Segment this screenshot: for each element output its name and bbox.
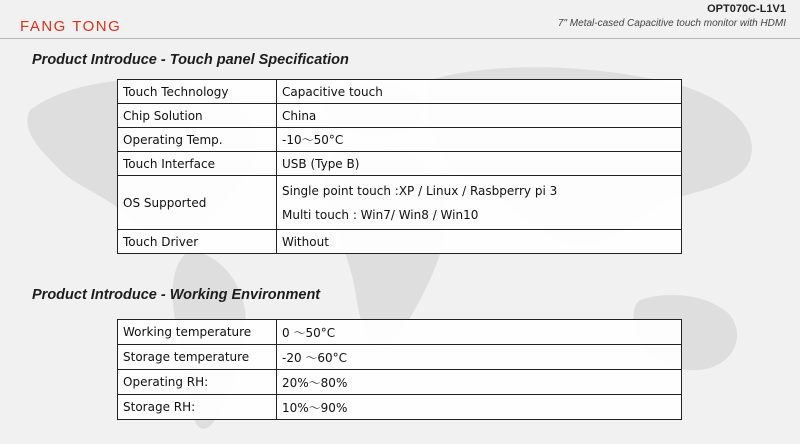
table-row (118, 370, 682, 395)
spec-value: -20 ～60°C (277, 345, 682, 370)
table-row (118, 345, 682, 370)
spec-value: China (277, 104, 682, 128)
table-row (118, 80, 682, 104)
table-row (118, 230, 682, 254)
table-row (118, 320, 682, 345)
spec-value: 10%～90% (277, 395, 682, 420)
touch-spec-table (117, 79, 682, 254)
spec-value: Capacitive touch (277, 80, 682, 104)
brand-logo: FANG TONG (20, 18, 122, 35)
spec-key: Operating Temp. (118, 128, 277, 152)
table-row (118, 152, 682, 176)
spec-key: Touch Driver (118, 230, 277, 254)
spec-key: Operating RH: (118, 370, 277, 395)
table-row (118, 128, 682, 152)
table-row (118, 176, 682, 230)
header-divider (0, 38, 800, 39)
spec-key: Working temperature (118, 320, 277, 345)
os-single-touch: Single point touch :XP / Linux / Rasbperry pi 3 (282, 183, 558, 198)
spec-value: -10～50°C (277, 128, 682, 152)
table-row (118, 104, 682, 128)
spec-key: Storage temperature (118, 345, 277, 370)
spec-key: Touch Technology (118, 80, 277, 104)
touch-section-title: Product Introduce - Touch panel Specification (32, 52, 349, 68)
spec-value (277, 176, 682, 230)
spec-key: Storage RH: (118, 395, 277, 420)
spec-value: Without (277, 230, 682, 254)
spec-value: 0 ～50°C (277, 320, 682, 345)
environment-table (117, 319, 682, 420)
product-subtitle: 7" Metal-cased Capacitive touch monitor with HDMI (557, 18, 786, 29)
spec-key: Chip Solution (118, 104, 277, 128)
table-row (118, 395, 682, 420)
model-number: OPT070C-L1V1 (707, 3, 786, 15)
environment-section-title: Product Introduce - Working Environment (32, 287, 321, 303)
os-multi-touch: Multi touch : Win7/ Win8 / Win10 (282, 207, 479, 222)
spec-value: 20%～80% (277, 370, 682, 395)
spec-value: USB (Type B) (277, 152, 682, 176)
spec-key: Touch Interface (118, 152, 277, 176)
spec-key: OS Supported (118, 176, 277, 230)
